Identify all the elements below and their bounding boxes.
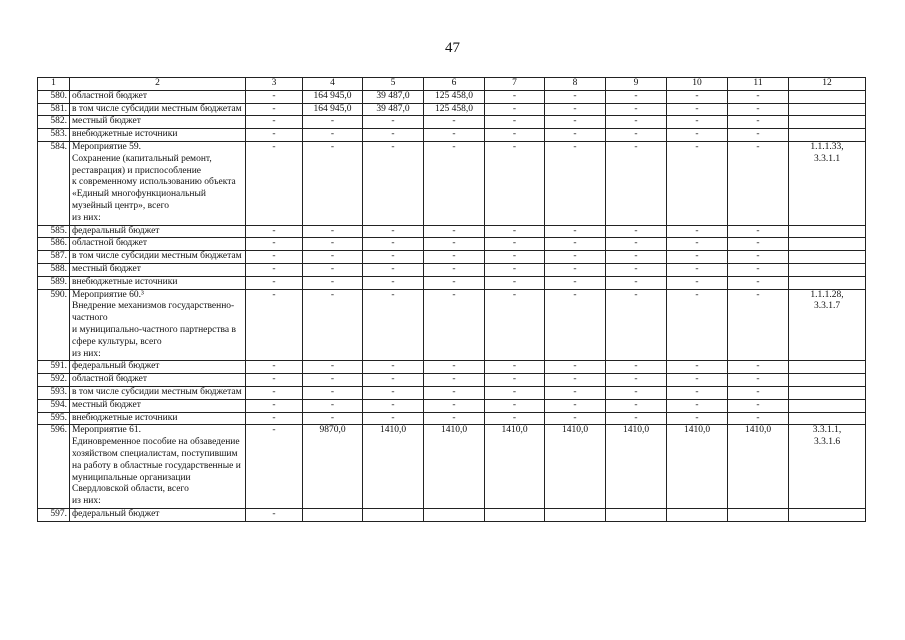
column-header: 5 bbox=[363, 78, 424, 91]
column-header: 12 bbox=[789, 78, 866, 91]
value-cell: 164 945,0 bbox=[303, 90, 363, 103]
value-cell: - bbox=[545, 251, 606, 264]
value-cell: - bbox=[363, 361, 424, 374]
table-row bbox=[38, 361, 866, 374]
target-code bbox=[789, 508, 866, 521]
column-header: 8 bbox=[545, 78, 606, 91]
value-cell: - bbox=[545, 276, 606, 289]
value-cell: - bbox=[728, 116, 789, 129]
value-cell: - bbox=[545, 129, 606, 142]
value-cell: - bbox=[303, 238, 363, 251]
table-body bbox=[38, 78, 866, 522]
row-number: 597. bbox=[38, 508, 70, 521]
value-cell: - bbox=[424, 238, 485, 251]
row-number: 590. bbox=[38, 289, 70, 361]
value-cell: 125 458,0 bbox=[424, 103, 485, 116]
target-code bbox=[789, 90, 866, 103]
table-row bbox=[38, 508, 866, 521]
value-cell: - bbox=[545, 386, 606, 399]
table-row bbox=[38, 103, 866, 116]
row-number: 592. bbox=[38, 374, 70, 387]
value-cell: - bbox=[667, 251, 728, 264]
page-number: 47 bbox=[445, 40, 460, 56]
value-cell: 125 458,0 bbox=[424, 90, 485, 103]
row-number: 586. bbox=[38, 238, 70, 251]
value-cell: - bbox=[246, 251, 303, 264]
target-code bbox=[789, 276, 866, 289]
value-cell: - bbox=[246, 103, 303, 116]
value-cell: - bbox=[246, 116, 303, 129]
target-code bbox=[789, 129, 866, 142]
value-cell: - bbox=[606, 361, 667, 374]
value-cell: - bbox=[303, 225, 363, 238]
value-cell: - bbox=[606, 386, 667, 399]
value-cell: - bbox=[303, 251, 363, 264]
value-cell: - bbox=[303, 399, 363, 412]
value-cell: - bbox=[485, 276, 545, 289]
value-cell: 1410,0 bbox=[424, 425, 485, 509]
value-cell: 1410,0 bbox=[606, 425, 667, 509]
value-cell: - bbox=[246, 289, 303, 361]
value-cell: - bbox=[545, 399, 606, 412]
value-cell: - bbox=[485, 399, 545, 412]
value-cell: - bbox=[728, 374, 789, 387]
value-cell: - bbox=[303, 386, 363, 399]
table-row bbox=[38, 399, 866, 412]
value-cell: - bbox=[545, 116, 606, 129]
row-number: 595. bbox=[38, 412, 70, 425]
value-cell: - bbox=[363, 141, 424, 225]
value-cell: - bbox=[667, 90, 728, 103]
value-cell: - bbox=[303, 412, 363, 425]
value-cell bbox=[303, 508, 363, 521]
value-cell: - bbox=[606, 90, 667, 103]
value-cell: - bbox=[246, 276, 303, 289]
value-cell: - bbox=[363, 374, 424, 387]
target-code: 3.3.1.1, 3.3.1.6 bbox=[789, 425, 866, 509]
value-cell: - bbox=[246, 412, 303, 425]
target-code bbox=[789, 238, 866, 251]
target-code bbox=[789, 412, 866, 425]
column-header: 2 bbox=[70, 78, 246, 91]
value-cell: - bbox=[424, 251, 485, 264]
column-header: 6 bbox=[424, 78, 485, 91]
value-cell: - bbox=[606, 129, 667, 142]
row-name: федеральный бюджет bbox=[70, 508, 246, 521]
value-cell: - bbox=[303, 276, 363, 289]
table-row bbox=[38, 289, 866, 361]
value-cell: - bbox=[363, 276, 424, 289]
value-cell: - bbox=[606, 141, 667, 225]
value-cell: - bbox=[246, 129, 303, 142]
target-code: 1.1.1.33, 3.3.1.1 bbox=[789, 141, 866, 225]
row-number: 594. bbox=[38, 399, 70, 412]
row-name: в том числе субсидии местным бюджетам bbox=[70, 386, 246, 399]
row-name: местный бюджет bbox=[70, 116, 246, 129]
value-cell: - bbox=[667, 129, 728, 142]
target-code bbox=[789, 103, 866, 116]
value-cell: - bbox=[728, 412, 789, 425]
value-cell: - bbox=[424, 289, 485, 361]
value-cell: - bbox=[246, 508, 303, 521]
table-row bbox=[38, 238, 866, 251]
value-cell bbox=[545, 508, 606, 521]
value-cell: - bbox=[667, 103, 728, 116]
row-number: 589. bbox=[38, 276, 70, 289]
value-cell: - bbox=[545, 90, 606, 103]
value-cell: - bbox=[728, 90, 789, 103]
table-row bbox=[38, 116, 866, 129]
value-cell: - bbox=[485, 225, 545, 238]
row-number: 585. bbox=[38, 225, 70, 238]
value-cell: - bbox=[545, 289, 606, 361]
column-header: 10 bbox=[667, 78, 728, 91]
value-cell: - bbox=[246, 238, 303, 251]
value-cell: - bbox=[303, 263, 363, 276]
value-cell: - bbox=[667, 399, 728, 412]
row-name: Мероприятие 61. Единовременное пособие на обзаведение хозяйством специалистам, поступившим на работу в областные государственные и муниципальные организации Свердловской области, всего из них: bbox=[70, 425, 246, 509]
value-cell: - bbox=[667, 386, 728, 399]
value-cell: - bbox=[246, 374, 303, 387]
value-cell: - bbox=[606, 374, 667, 387]
value-cell: - bbox=[363, 129, 424, 142]
table-row bbox=[38, 90, 866, 103]
row-name: местный бюджет bbox=[70, 399, 246, 412]
table-row bbox=[38, 129, 866, 142]
value-cell: - bbox=[667, 225, 728, 238]
column-header: 9 bbox=[606, 78, 667, 91]
row-number: 591. bbox=[38, 361, 70, 374]
row-number: 582. bbox=[38, 116, 70, 129]
value-cell: - bbox=[606, 251, 667, 264]
value-cell: - bbox=[545, 238, 606, 251]
value-cell: - bbox=[303, 289, 363, 361]
value-cell: - bbox=[667, 412, 728, 425]
value-cell: - bbox=[545, 361, 606, 374]
value-cell: - bbox=[246, 361, 303, 374]
table-row bbox=[38, 141, 866, 225]
table-row bbox=[38, 412, 866, 425]
table-row bbox=[38, 386, 866, 399]
value-cell bbox=[424, 508, 485, 521]
value-cell: - bbox=[424, 361, 485, 374]
value-cell: - bbox=[606, 225, 667, 238]
value-cell: - bbox=[667, 276, 728, 289]
table-row bbox=[38, 276, 866, 289]
value-cell: - bbox=[485, 238, 545, 251]
target-code bbox=[789, 116, 866, 129]
value-cell: - bbox=[246, 141, 303, 225]
value-cell: - bbox=[246, 263, 303, 276]
value-cell: - bbox=[545, 263, 606, 276]
value-cell: - bbox=[485, 386, 545, 399]
row-name: федеральный бюджет bbox=[70, 361, 246, 374]
row-number: 580. bbox=[38, 90, 70, 103]
table-row bbox=[38, 374, 866, 387]
target-code bbox=[789, 251, 866, 264]
value-cell: - bbox=[424, 129, 485, 142]
value-cell: - bbox=[485, 361, 545, 374]
column-header: 4 bbox=[303, 78, 363, 91]
value-cell: - bbox=[606, 412, 667, 425]
value-cell: - bbox=[728, 251, 789, 264]
value-cell: - bbox=[667, 116, 728, 129]
value-cell: - bbox=[728, 289, 789, 361]
value-cell: - bbox=[246, 425, 303, 509]
value-cell: - bbox=[363, 263, 424, 276]
row-number: 584. bbox=[38, 141, 70, 225]
value-cell: - bbox=[303, 374, 363, 387]
value-cell: - bbox=[485, 116, 545, 129]
value-cell: - bbox=[667, 238, 728, 251]
value-cell: - bbox=[606, 289, 667, 361]
value-cell: - bbox=[728, 276, 789, 289]
value-cell: - bbox=[424, 412, 485, 425]
target-code bbox=[789, 399, 866, 412]
value-cell: - bbox=[246, 386, 303, 399]
row-number: 588. bbox=[38, 263, 70, 276]
value-cell: - bbox=[667, 289, 728, 361]
value-cell: - bbox=[667, 361, 728, 374]
value-cell: - bbox=[728, 141, 789, 225]
budget-table bbox=[37, 77, 866, 522]
value-cell: - bbox=[363, 386, 424, 399]
value-cell: 1410,0 bbox=[728, 425, 789, 509]
value-cell: - bbox=[363, 238, 424, 251]
value-cell: - bbox=[606, 116, 667, 129]
target-code bbox=[789, 374, 866, 387]
table-row bbox=[38, 263, 866, 276]
value-cell: - bbox=[485, 412, 545, 425]
target-code bbox=[789, 225, 866, 238]
value-cell: 39 487,0 bbox=[363, 90, 424, 103]
value-cell: 39 487,0 bbox=[363, 103, 424, 116]
value-cell: - bbox=[606, 263, 667, 276]
value-cell: - bbox=[606, 238, 667, 251]
value-cell: - bbox=[363, 412, 424, 425]
value-cell: - bbox=[303, 361, 363, 374]
row-name: внебюджетные источники bbox=[70, 276, 246, 289]
value-cell: - bbox=[485, 289, 545, 361]
value-cell: - bbox=[424, 386, 485, 399]
value-cell bbox=[485, 508, 545, 521]
row-number: 596. bbox=[38, 425, 70, 509]
value-cell: 1410,0 bbox=[667, 425, 728, 509]
value-cell: - bbox=[667, 374, 728, 387]
value-cell: - bbox=[545, 374, 606, 387]
value-cell: - bbox=[424, 399, 485, 412]
value-cell: - bbox=[606, 399, 667, 412]
value-cell: - bbox=[363, 251, 424, 264]
value-cell: - bbox=[545, 103, 606, 116]
value-cell: - bbox=[303, 141, 363, 225]
value-cell: - bbox=[246, 90, 303, 103]
value-cell: 1410,0 bbox=[545, 425, 606, 509]
value-cell: - bbox=[485, 251, 545, 264]
value-cell bbox=[363, 508, 424, 521]
value-cell: 1410,0 bbox=[485, 425, 545, 509]
row-number: 593. bbox=[38, 386, 70, 399]
row-name: Мероприятие 60.³ Внедрение механизмов государственно-частного и муниципально-частного партнерства в сфере культуры, всего из них: bbox=[70, 289, 246, 361]
value-cell bbox=[728, 508, 789, 521]
value-cell: - bbox=[606, 103, 667, 116]
value-cell: - bbox=[545, 141, 606, 225]
value-cell: 9870,0 bbox=[303, 425, 363, 509]
value-cell bbox=[667, 508, 728, 521]
value-cell: - bbox=[667, 263, 728, 276]
value-cell: - bbox=[606, 276, 667, 289]
row-number: 587. bbox=[38, 251, 70, 264]
value-cell: - bbox=[728, 129, 789, 142]
value-cell: - bbox=[485, 129, 545, 142]
value-cell: - bbox=[424, 276, 485, 289]
value-cell: - bbox=[728, 361, 789, 374]
value-cell: - bbox=[485, 263, 545, 276]
value-cell: - bbox=[667, 141, 728, 225]
value-cell: - bbox=[545, 225, 606, 238]
value-cell: - bbox=[728, 386, 789, 399]
value-cell: - bbox=[728, 103, 789, 116]
value-cell: - bbox=[424, 225, 485, 238]
value-cell: - bbox=[363, 289, 424, 361]
target-code: 1.1.1.28, 3.3.1.7 bbox=[789, 289, 866, 361]
value-cell: - bbox=[246, 225, 303, 238]
column-header: 7 bbox=[485, 78, 545, 91]
row-name: областной бюджет bbox=[70, 374, 246, 387]
value-cell: - bbox=[728, 399, 789, 412]
value-cell: - bbox=[303, 116, 363, 129]
row-name: в том числе субсидии местным бюджетам bbox=[70, 251, 246, 264]
value-cell: 1410,0 bbox=[363, 425, 424, 509]
value-cell: - bbox=[545, 412, 606, 425]
table-header-row bbox=[38, 78, 866, 91]
column-header: 1 bbox=[38, 78, 70, 91]
value-cell bbox=[606, 508, 667, 521]
row-name: Мероприятие 59. Сохранение (капитальный ремонт, реставрация) и приспособление к современному использованию объекта «Единый многофункциональный музейный центр», всего из них: bbox=[70, 141, 246, 225]
table-row bbox=[38, 251, 866, 264]
value-cell: - bbox=[363, 225, 424, 238]
value-cell: - bbox=[485, 103, 545, 116]
row-name: областной бюджет bbox=[70, 238, 246, 251]
row-name: областной бюджет bbox=[70, 90, 246, 103]
column-header: 3 bbox=[246, 78, 303, 91]
value-cell: - bbox=[363, 116, 424, 129]
column-header: 11 bbox=[728, 78, 789, 91]
target-code bbox=[789, 361, 866, 374]
row-name: федеральный бюджет bbox=[70, 225, 246, 238]
value-cell: - bbox=[363, 399, 424, 412]
row-name: местный бюджет bbox=[70, 263, 246, 276]
value-cell: - bbox=[424, 374, 485, 387]
table-row bbox=[38, 425, 866, 509]
value-cell: - bbox=[246, 399, 303, 412]
value-cell: - bbox=[424, 141, 485, 225]
row-name: внебюджетные источники bbox=[70, 129, 246, 142]
row-number: 581. bbox=[38, 103, 70, 116]
target-code bbox=[789, 386, 866, 399]
value-cell: - bbox=[424, 116, 485, 129]
target-code bbox=[789, 263, 866, 276]
value-cell: - bbox=[728, 225, 789, 238]
row-number: 583. bbox=[38, 129, 70, 142]
value-cell: - bbox=[485, 374, 545, 387]
row-name: в том числе субсидии местным бюджетам bbox=[70, 103, 246, 116]
value-cell: - bbox=[303, 129, 363, 142]
value-cell: - bbox=[424, 263, 485, 276]
value-cell: - bbox=[728, 263, 789, 276]
table-row bbox=[38, 225, 866, 238]
value-cell: - bbox=[485, 141, 545, 225]
value-cell: - bbox=[485, 90, 545, 103]
value-cell: 164 945,0 bbox=[303, 103, 363, 116]
row-name: внебюджетные источники bbox=[70, 412, 246, 425]
value-cell: - bbox=[728, 238, 789, 251]
